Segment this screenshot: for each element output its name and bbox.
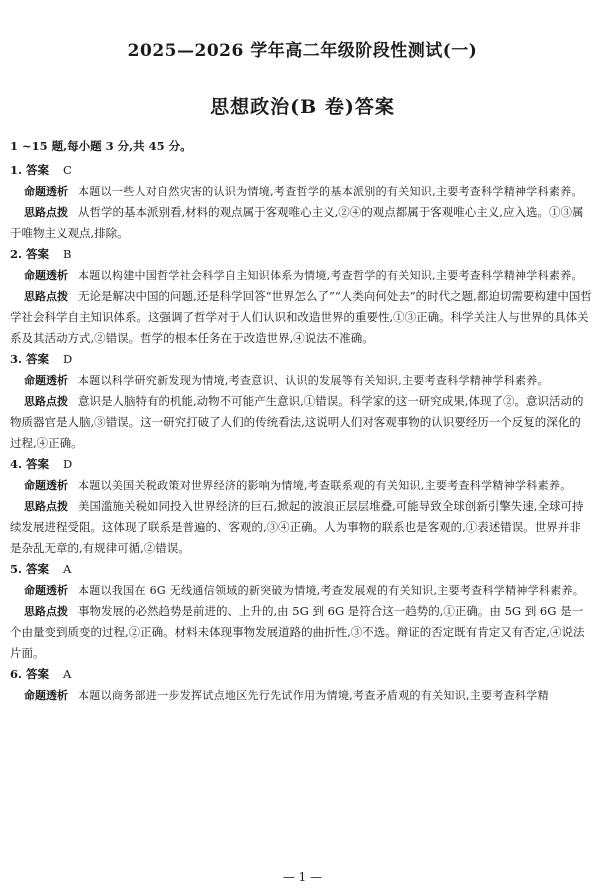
analysis-paragraph: 命题透析 本题以科学研究新发现为情境,考查意识、认识的发展等有关知识,主要考查科学精神学科素养。 (24, 374, 549, 387)
answer-line: 1. 答案 C (10, 163, 72, 177)
reasoning-paragraph: 思路点拨 美国滥施关税如同投入世界经济的巨石,掀起的波浪正层层堆叠,可能导致全球创新引擎失速,全球可持续发展进程受阻。这体现了联系是普遍的、客观的,③④正确。人为事物的联系也是客观的,①表述错误。世界并非是杂乱无章的,有规律可循,②错误。 (10, 499, 584, 555)
section-intro: 1 ~15 题,每小题 3 分,共 45 分。 (10, 139, 192, 153)
reasoning-paragraph: 思路点拨 无论是解决中国的问题,还是科学回答“世界怎么了”“人类向何处去”的时代之题,都迫切需要构建中国哲学社会科学自主知识体系。这强调了哲学对于人们认识和改造世界的重要性,①③正确。科学关注人与世界的具体关系及其活动方式,②错误。哲学的根本任务在于改造世界,④说法不准确。 (10, 289, 592, 345)
answer-line: 3. 答案 D (10, 352, 73, 366)
answer-line: 5. 答案 A (10, 562, 72, 576)
answer-line: 2. 答案 B (10, 247, 72, 261)
page-number: — 1 — (282, 870, 323, 884)
analysis-paragraph: 命题透析 本题以商务部进一步发挥试点地区先行先试作用为情境,考查矛盾观的有关知识,主要考查科学精 (24, 689, 549, 702)
answer-line: 4. 答案 D (10, 457, 73, 471)
answer-list (10, 160, 592, 706)
document-title: 2025—2026 学年高二年级阶段性测试(一) (127, 41, 478, 61)
analysis-paragraph: 命题透析 本题以一些人对自然灾害的认识为情境,考查哲学的基本派别的有关知识,主要考查科学精神学科素养。 (24, 185, 583, 198)
analysis-paragraph: 命题透析 本题以构建中国哲学社会科学自主知识体系为情境,考查哲学的有关知识,主要考查科学精神学科素养。 (24, 269, 583, 282)
answer-line: 6. 答案 A (10, 667, 72, 681)
reasoning-paragraph: 思路点拨 意识是人脑特有的机能,动物不可能产生意识,①错误。科学家的这一研究成果,体现了②。意识活动的物质器官是人脑,③错误。这一研究打破了人们的传统看法,这说明人们对客观事物的认识要经历一个反复的深化的过程,④正确。 (10, 394, 584, 450)
reasoning-paragraph: 思路点拨 从哲学的基本派别看,材料的观点属于客观唯心主义,②④的观点都属于客观唯心主义,应入选。①③属于唯物主义观点,排除。 (10, 205, 584, 240)
analysis-paragraph: 命题透析 本题以我国在 6G 无线通信领域的新突破为情境,考查发展观的有关知识,主要考查科学精神学科素养。 (24, 584, 585, 597)
reasoning-paragraph: 思路点拨 事物发展的必然趋势是前进的、上升的,由 5G 到 6G 是符合这一趋势的,①正确。由 5G 到 6G 是一个由量变到质变的过程,②正确。材料未体现事物发展道路的曲折性,③不选。辩证的否定既有肯定又有否定,④说法片面。 (10, 604, 585, 660)
document-subtitle: 思想政治(B 卷)答案 (210, 96, 395, 118)
analysis-paragraph: 命题透析 本题以美国关税政策对世界经济的影响为情境,考查联系观的有关知识,主要考查科学精神学科素养。 (24, 479, 572, 492)
